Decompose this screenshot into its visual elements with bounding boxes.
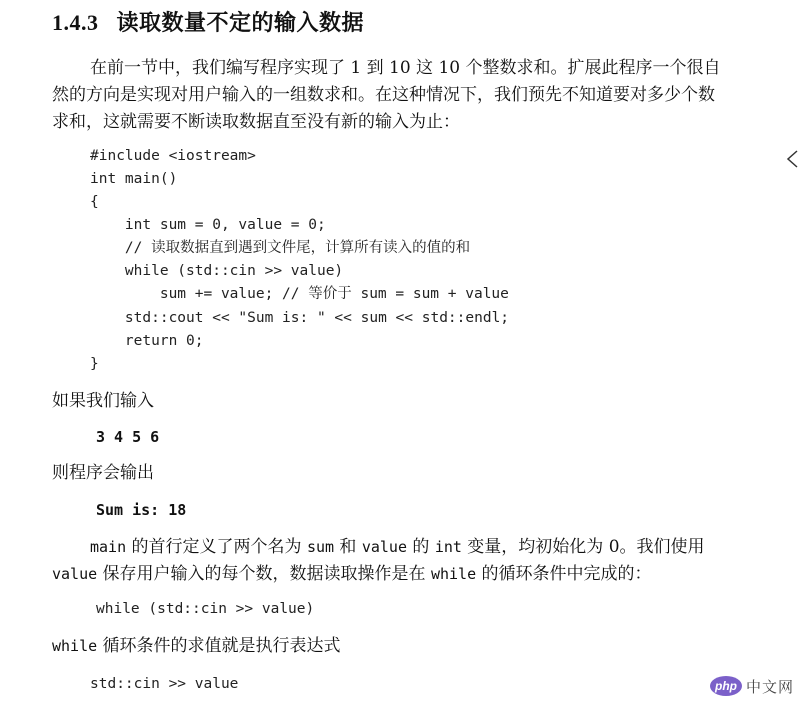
explanation-text: 保存用户输入的每个数，数据读取操作是在 bbox=[97, 564, 431, 584]
sample-output: Sum is: 18 bbox=[96, 501, 187, 519]
code-term: value bbox=[361, 538, 407, 556]
code-line: int sum = 0, value = 0; bbox=[90, 217, 326, 233]
explanation-text: 的 bbox=[407, 537, 435, 557]
intro-line-3: 求和，这就需要不断读取数据直至没有新的输入为止： bbox=[52, 112, 460, 132]
code-line: } bbox=[90, 356, 99, 372]
explanation-line-2 bbox=[52, 563, 652, 585]
section-title: 读取数量不定的输入数据 bbox=[116, 10, 365, 36]
output-prompt: 则程序会输出 bbox=[52, 463, 154, 483]
explanation-text: 的首行定义了两个名为 bbox=[126, 537, 307, 557]
explanation-line-1 bbox=[90, 536, 705, 558]
explanation-text: 的循环条件中完成的： bbox=[476, 564, 652, 584]
php-logo-icon: php bbox=[710, 676, 742, 696]
code-term: value bbox=[52, 565, 98, 583]
code-line: return 0; bbox=[90, 333, 204, 349]
section-heading bbox=[52, 6, 364, 37]
site-watermark bbox=[710, 675, 794, 697]
explanation-text: 变量，均初始化为 0。我们使用 bbox=[461, 537, 705, 557]
section-number: 1.4.3 bbox=[52, 10, 99, 35]
code-line: sum += value; // 等价于 sum = sum + value bbox=[90, 286, 509, 302]
code-line: std::cout << "Sum is: " << sum << std::endl; bbox=[90, 310, 510, 326]
input-prompt: 如果我们输入 bbox=[52, 391, 154, 411]
code-term: while bbox=[52, 637, 98, 655]
code-term: while bbox=[430, 565, 477, 583]
code-term: main bbox=[90, 538, 127, 556]
watermark-text: 中文网 bbox=[746, 677, 795, 696]
explanation-text: 和 bbox=[334, 537, 362, 557]
code-line: #include <iostream> bbox=[90, 148, 256, 164]
while-explanation bbox=[52, 635, 341, 657]
code-term: int bbox=[434, 538, 462, 556]
code-line: int main() bbox=[90, 171, 178, 187]
margin-chevron-icon bbox=[786, 150, 798, 168]
code-line: while (std::cin >> value) bbox=[90, 263, 344, 279]
expression-code: std::cin >> value bbox=[90, 676, 239, 692]
code-term: sum bbox=[306, 538, 335, 556]
explanation-text: 循环条件的求值就是执行表达式 bbox=[97, 636, 341, 656]
loop-condition-code: while (std::cin >> value) bbox=[96, 601, 315, 617]
intro-line-2: 然的方向是实现对用户输入的一组数求和。在这种情况下，我们预先不知道要对多少个数 bbox=[52, 85, 715, 105]
sample-input: 3 4 5 6 bbox=[96, 428, 160, 446]
code-comment: // 读取数据直到遇到文件尾，计算所有读入的值的和 bbox=[90, 240, 471, 256]
code-line: { bbox=[90, 194, 99, 210]
intro-line-1: 在前一节中，我们编写程序实现了 1 到 10 这 10 个整数求和。扩展此程序一个很自 bbox=[90, 58, 721, 78]
